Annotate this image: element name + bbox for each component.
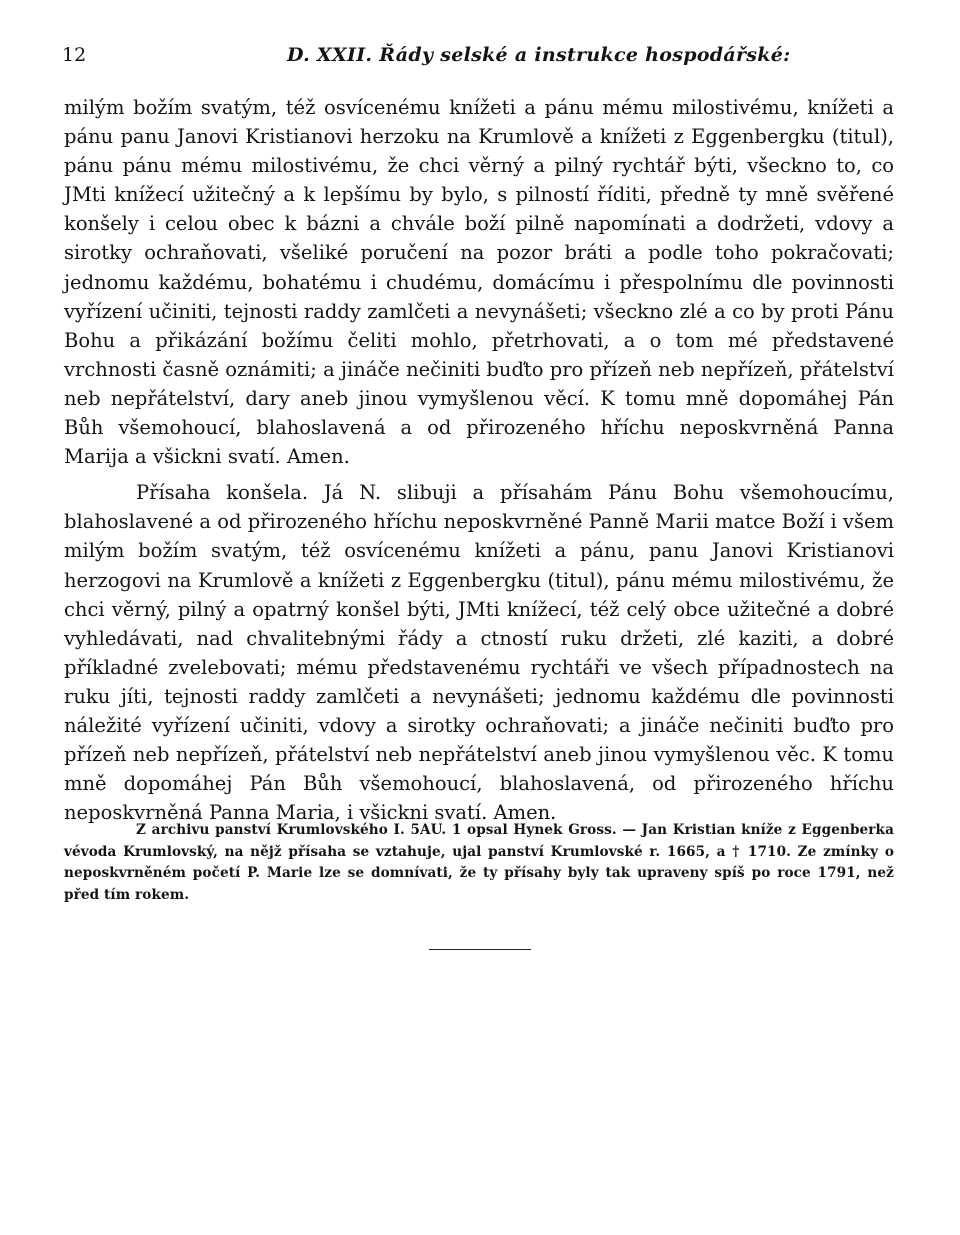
- paragraph-konsel-oath: Přísaha konšela. Já N. slibuji a přísahám Pánu Bohu všemohoucímu, blahoslavené a od přirozeného hříchu neposkvrněné Panně Marii matce Boží i všem milým božím svatým, též osvícenému knížeti a pánu, panu Janovi Kristianovi herzogovi na Krumlově a knížeti z Eggenbergku (titul), pánu mému milostivému, že chci věrný, pilný a opatrný konšel býti, JMti knížecí, též celý obce užitečné a dobré vyhledávati, nad chvalitebnými řády a ctností ruku držeti, zlé kaziti, a dobré příkladné zvelebovati; mému představenému rychtáři ve všech případnostech na ruku jíti, tejnosti raddy zamlčeti a nevynášeti; jednomu každému dle povinnosti náležité vyřízení učiniti, vdovy a sirotky ochraňovati; a jináče nečiniti buďto pro přízeň neb nepřízeň, přátelství neb nepřátelství aneb jinou vymyšlenou věc. K tomu mně dopomáhej Pán Bůh všemohoucí, blahoslavená, od přirozeného hříchu neposkvrněná Panna Maria, i všickni svatí. Amen.: [64, 481, 894, 825]
- running-title: D. XXII. Řády selské a instrukce hospodářské:: [287, 44, 791, 66]
- page-number: 12: [62, 44, 87, 66]
- body-text: [64, 93, 894, 827]
- running-head: [62, 44, 898, 74]
- section-end-rule: [429, 949, 531, 950]
- paragraph-rychtar-oath: milým božím svatým, též osvícenému knížeti a pánu mému milostivému, knížeti a pánu panu Janovi Kristianovi herzoku na Krumlově a knížeti z Eggenbergku (titul), pánu pánu mému milostivému, že chci věrný a pilný rychtář býti, všeckno to, co JMti knížecí užitečný a k lepšímu by bylo, s pilností říditi, předně ty mně svěřené konšely i celou obec k bázni a chvále boží pilně napomínati a dodržeti, vdovy a sirotky ochraňovati, všeliké poručení na pozor bráti a podle toho pokračovati; jednomu každému, bohatému i chudému, domácímu i přespolnímu dle povinnosti vyřízení učiniti, tejnosti raddy zamlčeti a nevynášeti; všeckno zlé a co by proti Pánu Bohu a přikázání božímu čeliti mohlo, přetrhovati, a o tom mé představené vrchnosti časně oznámiti; a jináče nečiniti buďto pro přízeň neb nepřízeň, přátelství neb nepřátelství, dary aneb jinou vymyšlenou věcí. K tomu mně dopomáhej Pán Bůh všemohoucí, blahoslavená a od přirozeného hříchu neposkvrněná Panna Marija a všickni svatí. Amen.: [64, 96, 894, 469]
- source-note: Z archivu panství Krumlovského I. 5AU. 1 opsal Hynek Gross. — Jan Kristian kníže z Eggenberka vévoda Krumlovský, na nějž přísaha se vztahuje, ujal panství Krumlovské r. 1665, a † 1710. Ze zmínky o neposkvrněném početí P. Marie lze se domnívati, že ty přísahy byly tak upraveny spíš po roce 1791, než před tím rokem.: [64, 822, 894, 903]
